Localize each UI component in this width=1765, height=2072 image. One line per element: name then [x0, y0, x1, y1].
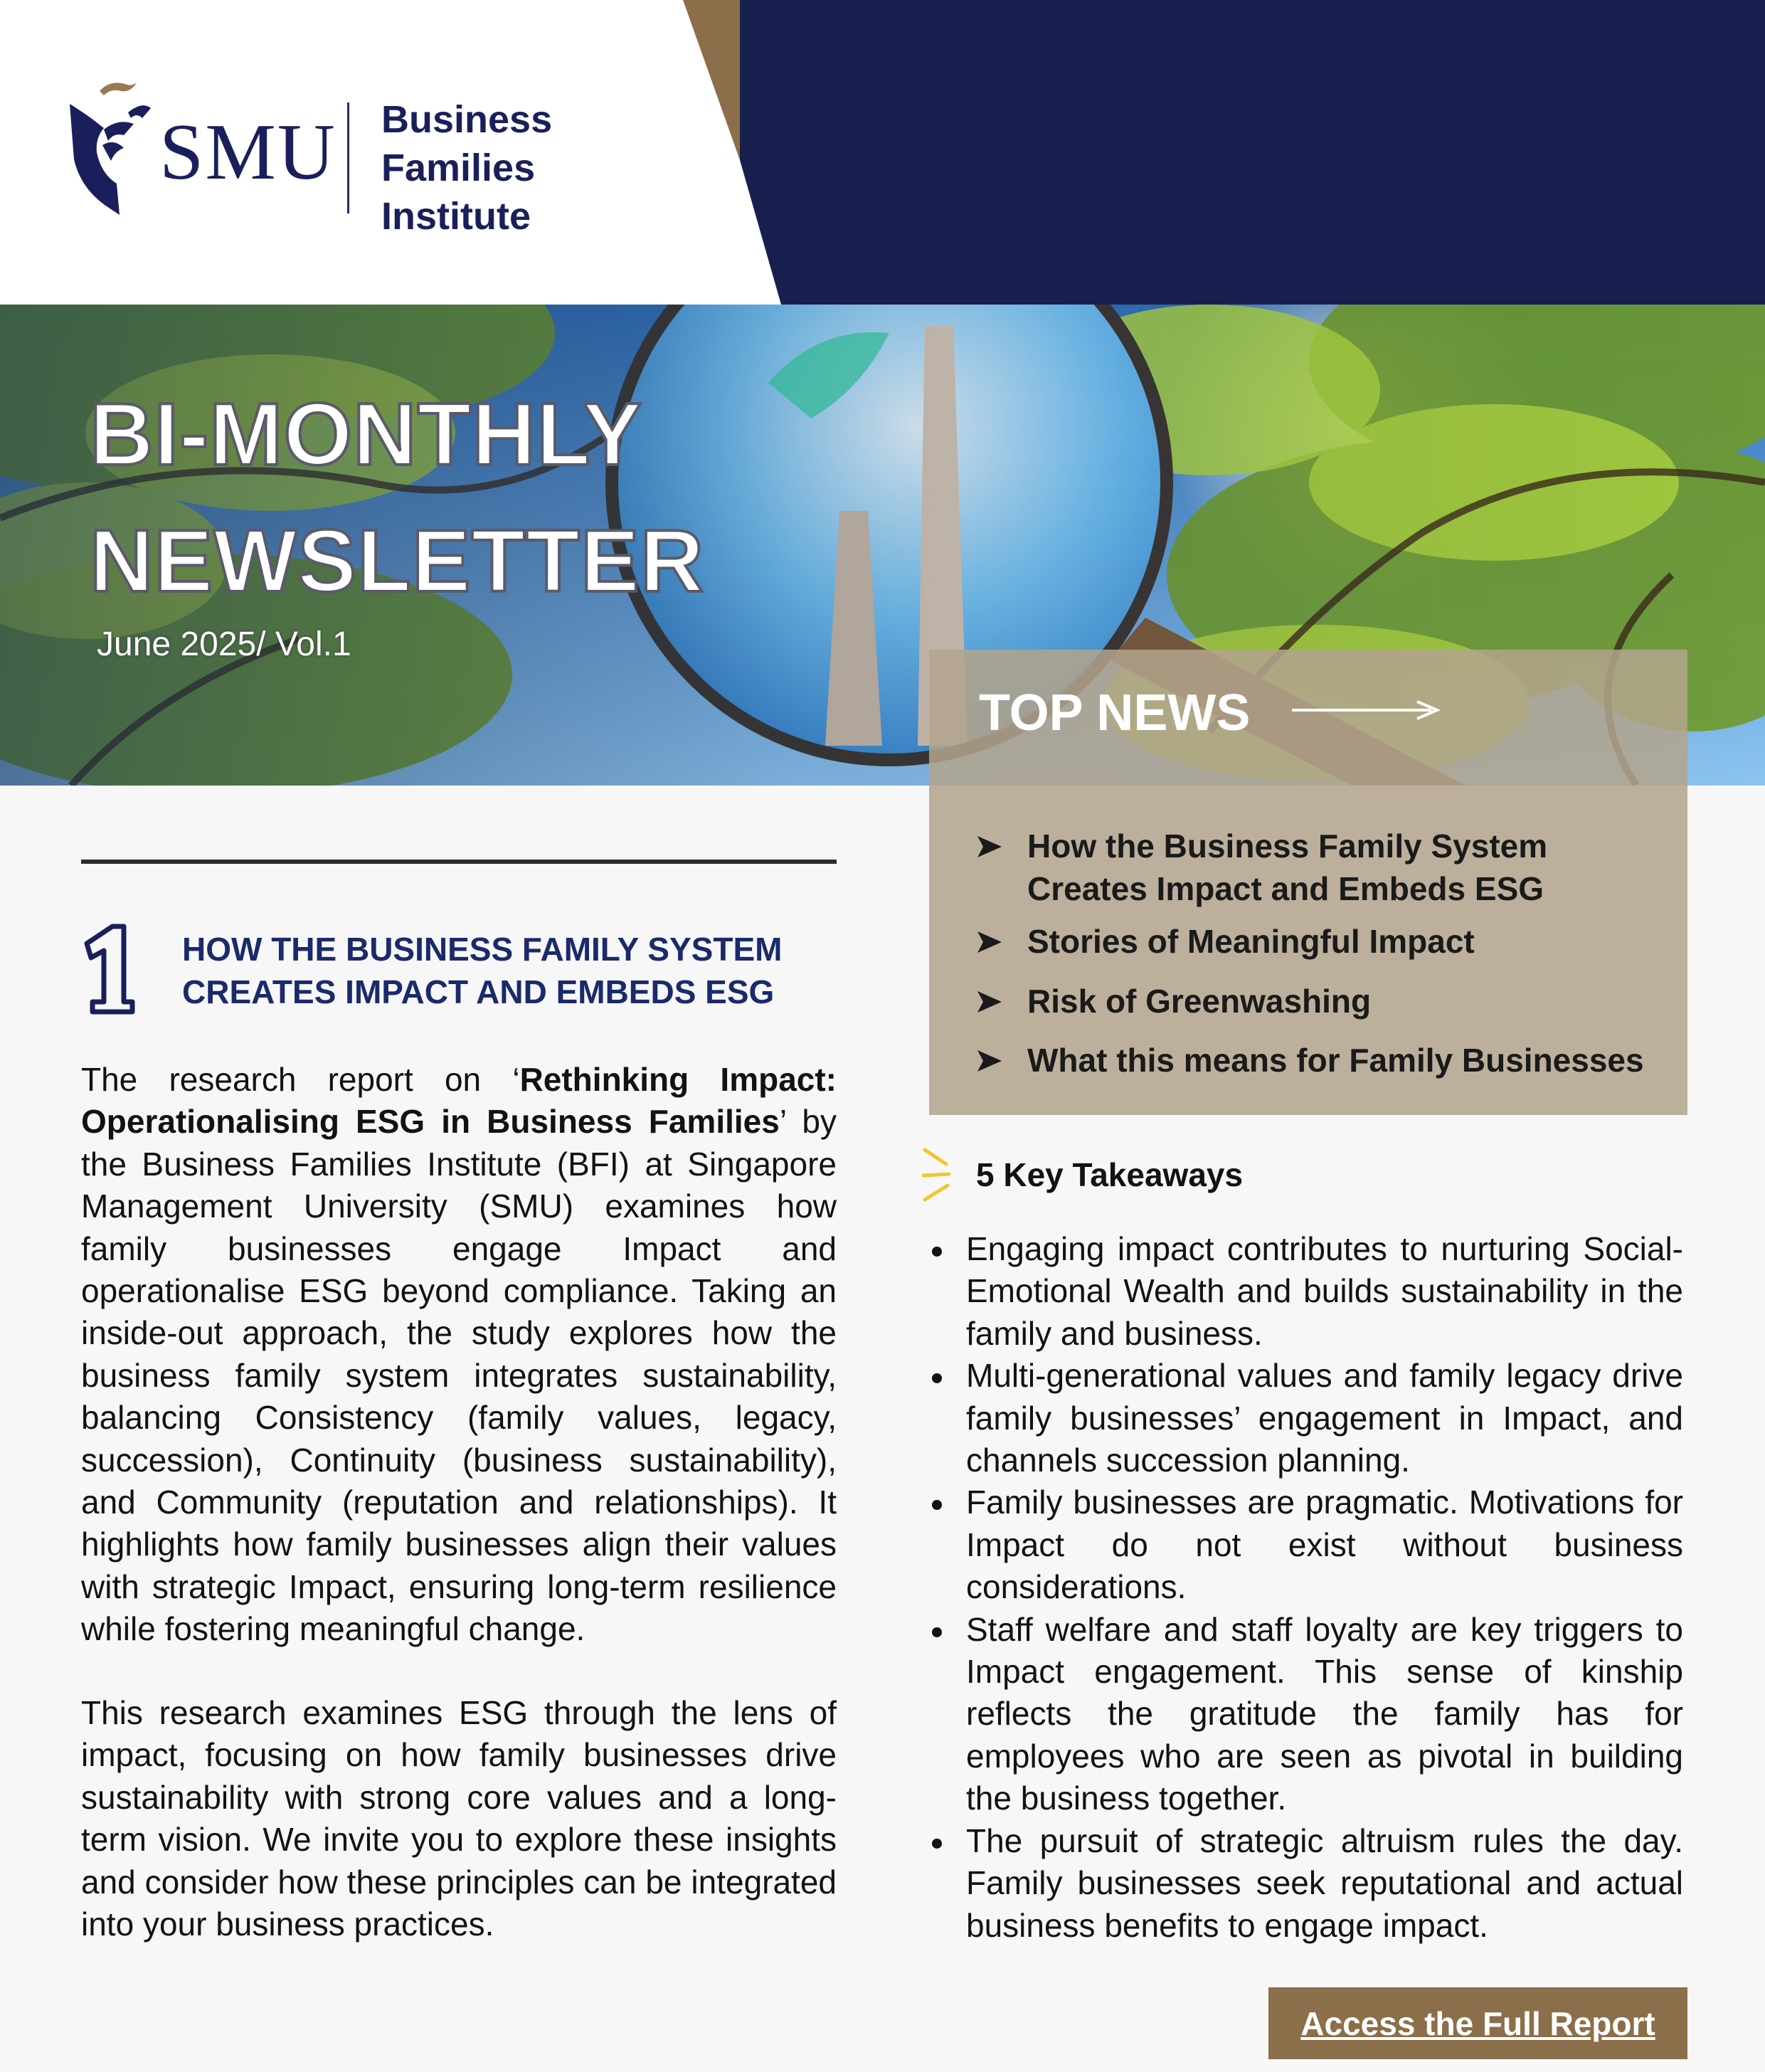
section-heading: HOW THE BUSINESS FAMILY SYSTEM CREATES IMPACT AND EMBEDS ESG: [182, 931, 783, 1010]
top-news-heading: TOP NEWS: [979, 684, 1251, 741]
takeaway-item: [925, 1228, 1683, 1355]
bullet-dot-icon: [932, 1627, 942, 1637]
section-divider: [81, 860, 837, 864]
takeaway-text: Family businesses are pragmatic. Motivations for Impact do not exist without business considerations.: [966, 1484, 1683, 1606]
institute-name-line2: Institute: [381, 195, 531, 238]
takeaway-text: Staff welfare and staff loyalty are key triggers to Impact engagement. This sense of kinship reflects the gratitude the family has for employees who are seen as pivotal in building the business together.: [966, 1610, 1683, 1817]
intro-lead-text: The research report on ‘: [81, 1061, 520, 1098]
takeaway-text: Multi-generational values and family legacy drive family businesses’ engagement in Impact, and channels succession planning.: [966, 1357, 1683, 1479]
institute-name: [381, 95, 686, 240]
smu-crest-icon: [60, 77, 152, 216]
intro-paragraph: [81, 1059, 837, 1651]
header: [0, 0, 1765, 305]
svg-text:1: 1: [78, 922, 79, 923]
arrowhead-bullet-icon: [977, 991, 1002, 1013]
top-news-item-label: Risk of Greenwashing: [1027, 983, 1372, 1020]
report-title-bold: Rethinking Impact: Operationalising ESG in Business Families: [81, 1061, 837, 1141]
takeaway-item: [925, 1355, 1683, 1481]
top-news-item-label: What this means for Family Businesses: [1027, 1042, 1644, 1079]
closing-paragraph: This research examines ESG through the lens of impact, focusing on how family businesses drive sustainability with strong core values and a long-term vision. We invite you to explore these insights and consider how these principles can be integrated into your business practices.: [81, 1694, 837, 1943]
smu-bfi-logo[interactable]: [60, 77, 686, 238]
bullet-dot-icon: [932, 1500, 942, 1510]
takeaway-text: Engaging impact contributes to nurturing Social-Emotional Wealth and builds sustainability in the family and business.: [966, 1230, 1683, 1352]
bullet-dot-icon: [932, 1373, 942, 1383]
bullet-dot-icon: [932, 1839, 942, 1849]
takeaway-item: [925, 1609, 1683, 1820]
arrowhead-bullet-icon: [977, 836, 1002, 857]
smu-wordmark: SMU: [159, 108, 336, 196]
institute-name-line1: Business Families: [381, 98, 553, 189]
sparkle-burst-icon: [921, 1143, 970, 1207]
takeaways-list: [925, 1228, 1683, 1947]
takeaway-item: [925, 1481, 1683, 1608]
logo-divider: [347, 102, 349, 213]
arrowhead-bullet-icon: [977, 931, 1002, 953]
top-news-item-label: Stories of Meaningful Impact: [1027, 923, 1475, 960]
issue-date: June 2025/ Vol.1: [97, 625, 351, 663]
bullet-dot-icon: [932, 1247, 942, 1257]
long-right-arrow-icon: [1292, 699, 1441, 721]
section-number-1-icon: [78, 922, 137, 1015]
takeaway-item: [925, 1820, 1683, 1947]
top-news-panel: [929, 650, 1687, 1115]
access-full-report-button[interactable]: Access the Full Report: [1268, 1987, 1687, 2059]
top-news-item-label: How the Business Family System Creates Impact and Embeds ESG: [1027, 828, 1548, 907]
arrowhead-bullet-icon: [977, 1050, 1002, 1072]
newsletter-title-line1: BI-MONTHLY: [90, 386, 642, 484]
takeaway-text: The pursuit of strategic altruism rules the day. Family businesses seek reputational and actual business benefits to engage impact.: [966, 1822, 1683, 1944]
takeaways-heading: 5 Key Takeaways: [976, 1156, 1244, 1193]
newsletter-title-line2: NEWSLETTER: [90, 512, 705, 610]
intro-body-text: ’ by the Business Families Institute (BFI) at Singapore Management University (SMU) examines how family businesses engage Impact and operationalise ESG beyond compliance. Taking an inside-out approach, the study explores how the business family system integrates sustainability, balancing Consistency (family values, legacy, succession), Continuity (business sustainability), and Community (reputation and relationships). It highlights how family businesses align their values with strategic Impact, ensuring long-term resilience while fostering meaningful change.: [81, 1103, 837, 1648]
